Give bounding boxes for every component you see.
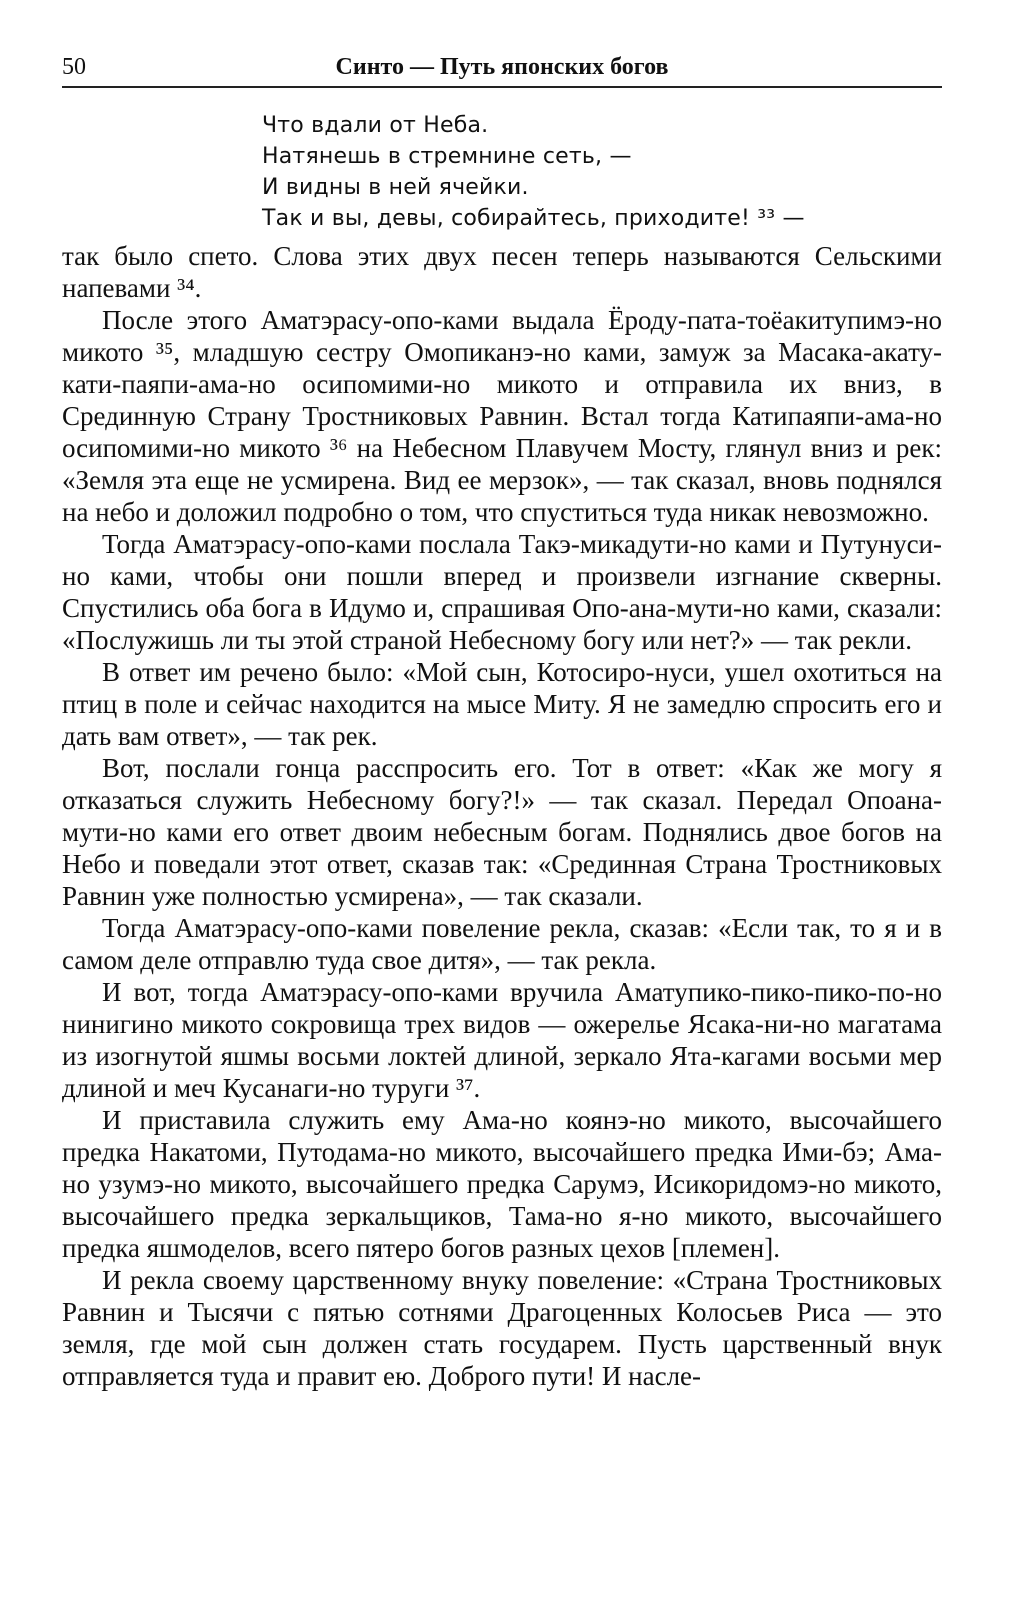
paragraph: И приставила служить ему Ама-но коянэ-но микото, высочайшего предка Накатоми, Путодама-но микото, высочайшего предка Ими-бэ; Ама-но узумэ-но микото, высочайшего предка Сарумэ, Исикоридомэ-но микото, высочайшего предка зеркальщиков, Тама-но я-но микото, высочайшего предка яшмоделов, всего пятеро богов разных цехов [племен]. <box>62 1105 942 1263</box>
paragraph: И вот, тогда Аматэрасу-опо-ками вручила Аматупико-пико-пико-по-но нинигинo микото сокровища трех видов — ожерелье Ясака-ни-но магатама из изогнутой яшмы восьми локтей длиной, зеркало Ята-кагами восьми мер длиной и меч Кусанаги-но туруги ³⁷. <box>62 977 942 1103</box>
paragraph: В ответ им речено было: «Мой сын, Котосиро-нуси, ушел охотиться на птиц в поле и сейчас находится на мысе Миту. Я не замедлю спросить его и дать вам ответ», — так рек. <box>62 657 942 751</box>
body-text <box>62 240 942 1392</box>
poem-line: Так и вы, девы, собирайтесь, приходите! ³³ — <box>262 206 805 231</box>
book-page <box>62 52 942 1392</box>
page-number: 50 <box>62 54 86 80</box>
poem-line: Натянешь в стремнине сеть, — <box>262 144 632 169</box>
poem-line: И видны в ней ячейки. <box>262 175 529 200</box>
paragraph: Тогда Аматэрасу-опо-ками повеление рекла, сказав: «Если так, то я и в самом деле отправлю туда свое дитя», — так рекла. <box>62 913 942 975</box>
paragraph: И рекла своему царственному внуку повеление: «Страна Тростниковых Равнин и Тысячи с пятью сотнями Драгоценных Колосьев Риса — это земля, где мой сын должен стать государем. Пусть царственный внук отправляется туда и правит ею. Доброго пути! И насле- <box>62 1265 942 1391</box>
paragraph: После этого Аматэрасу-опо-ками выдала Ёроду-пата-тоёакитупимэ-но микото ³⁵, младшую сестру Омопиканэ-но ками, замуж за Масака-акату-кати-паяпи-ама-но осипомими-но микото и отправила их вниз, в Срединную Страну Тростниковых Равнин. Встал тогда Катипаяпи-ама-но осипомими-но микото ³⁶ на Небесном Плавучем Мосту, глянул вниз и рек: «Земля эта еще не усмирена. Вид ее мерзок», — так сказал, вновь поднялся на небо и доложил подробно о том, что спуститься туда никак невозможно. <box>62 305 942 527</box>
poem-stanza <box>262 110 942 234</box>
paragraph: Тогда Аматэрасу-опо-ками послала Такэ-микадути-но ками и Путунуси-но ками, чтобы они пошли вперед и произвели изгнание скверны. Спустились оба бога в Идумо и, спрашивая Опо-ана-мути-но ками, сказали: «Послужишь ли ты этой страной Небесному богу или нет?» — так рекли. <box>62 529 942 655</box>
paragraph: Вот, послали гонца расспросить его. Тот в ответ: «Как же могу я отказаться служить Небесному богу?!» — так сказал. Передал Опоана-мути-но ками его ответ двоим небесным богам. Поднялись двое богов на Небо и поведали этот ответ, сказав так: «Срединная Страна Тростниковых Равнин уже полностью усмирена», — так сказали. <box>62 753 942 911</box>
page-header <box>62 52 942 88</box>
paragraph: так было спето. Слова этих двух песен теперь называются Сельскими напевами ³⁴. <box>62 241 942 303</box>
poem-line: Что вдали от Неба. <box>262 113 489 138</box>
running-title: Синто — Путь японских богов <box>335 54 669 80</box>
